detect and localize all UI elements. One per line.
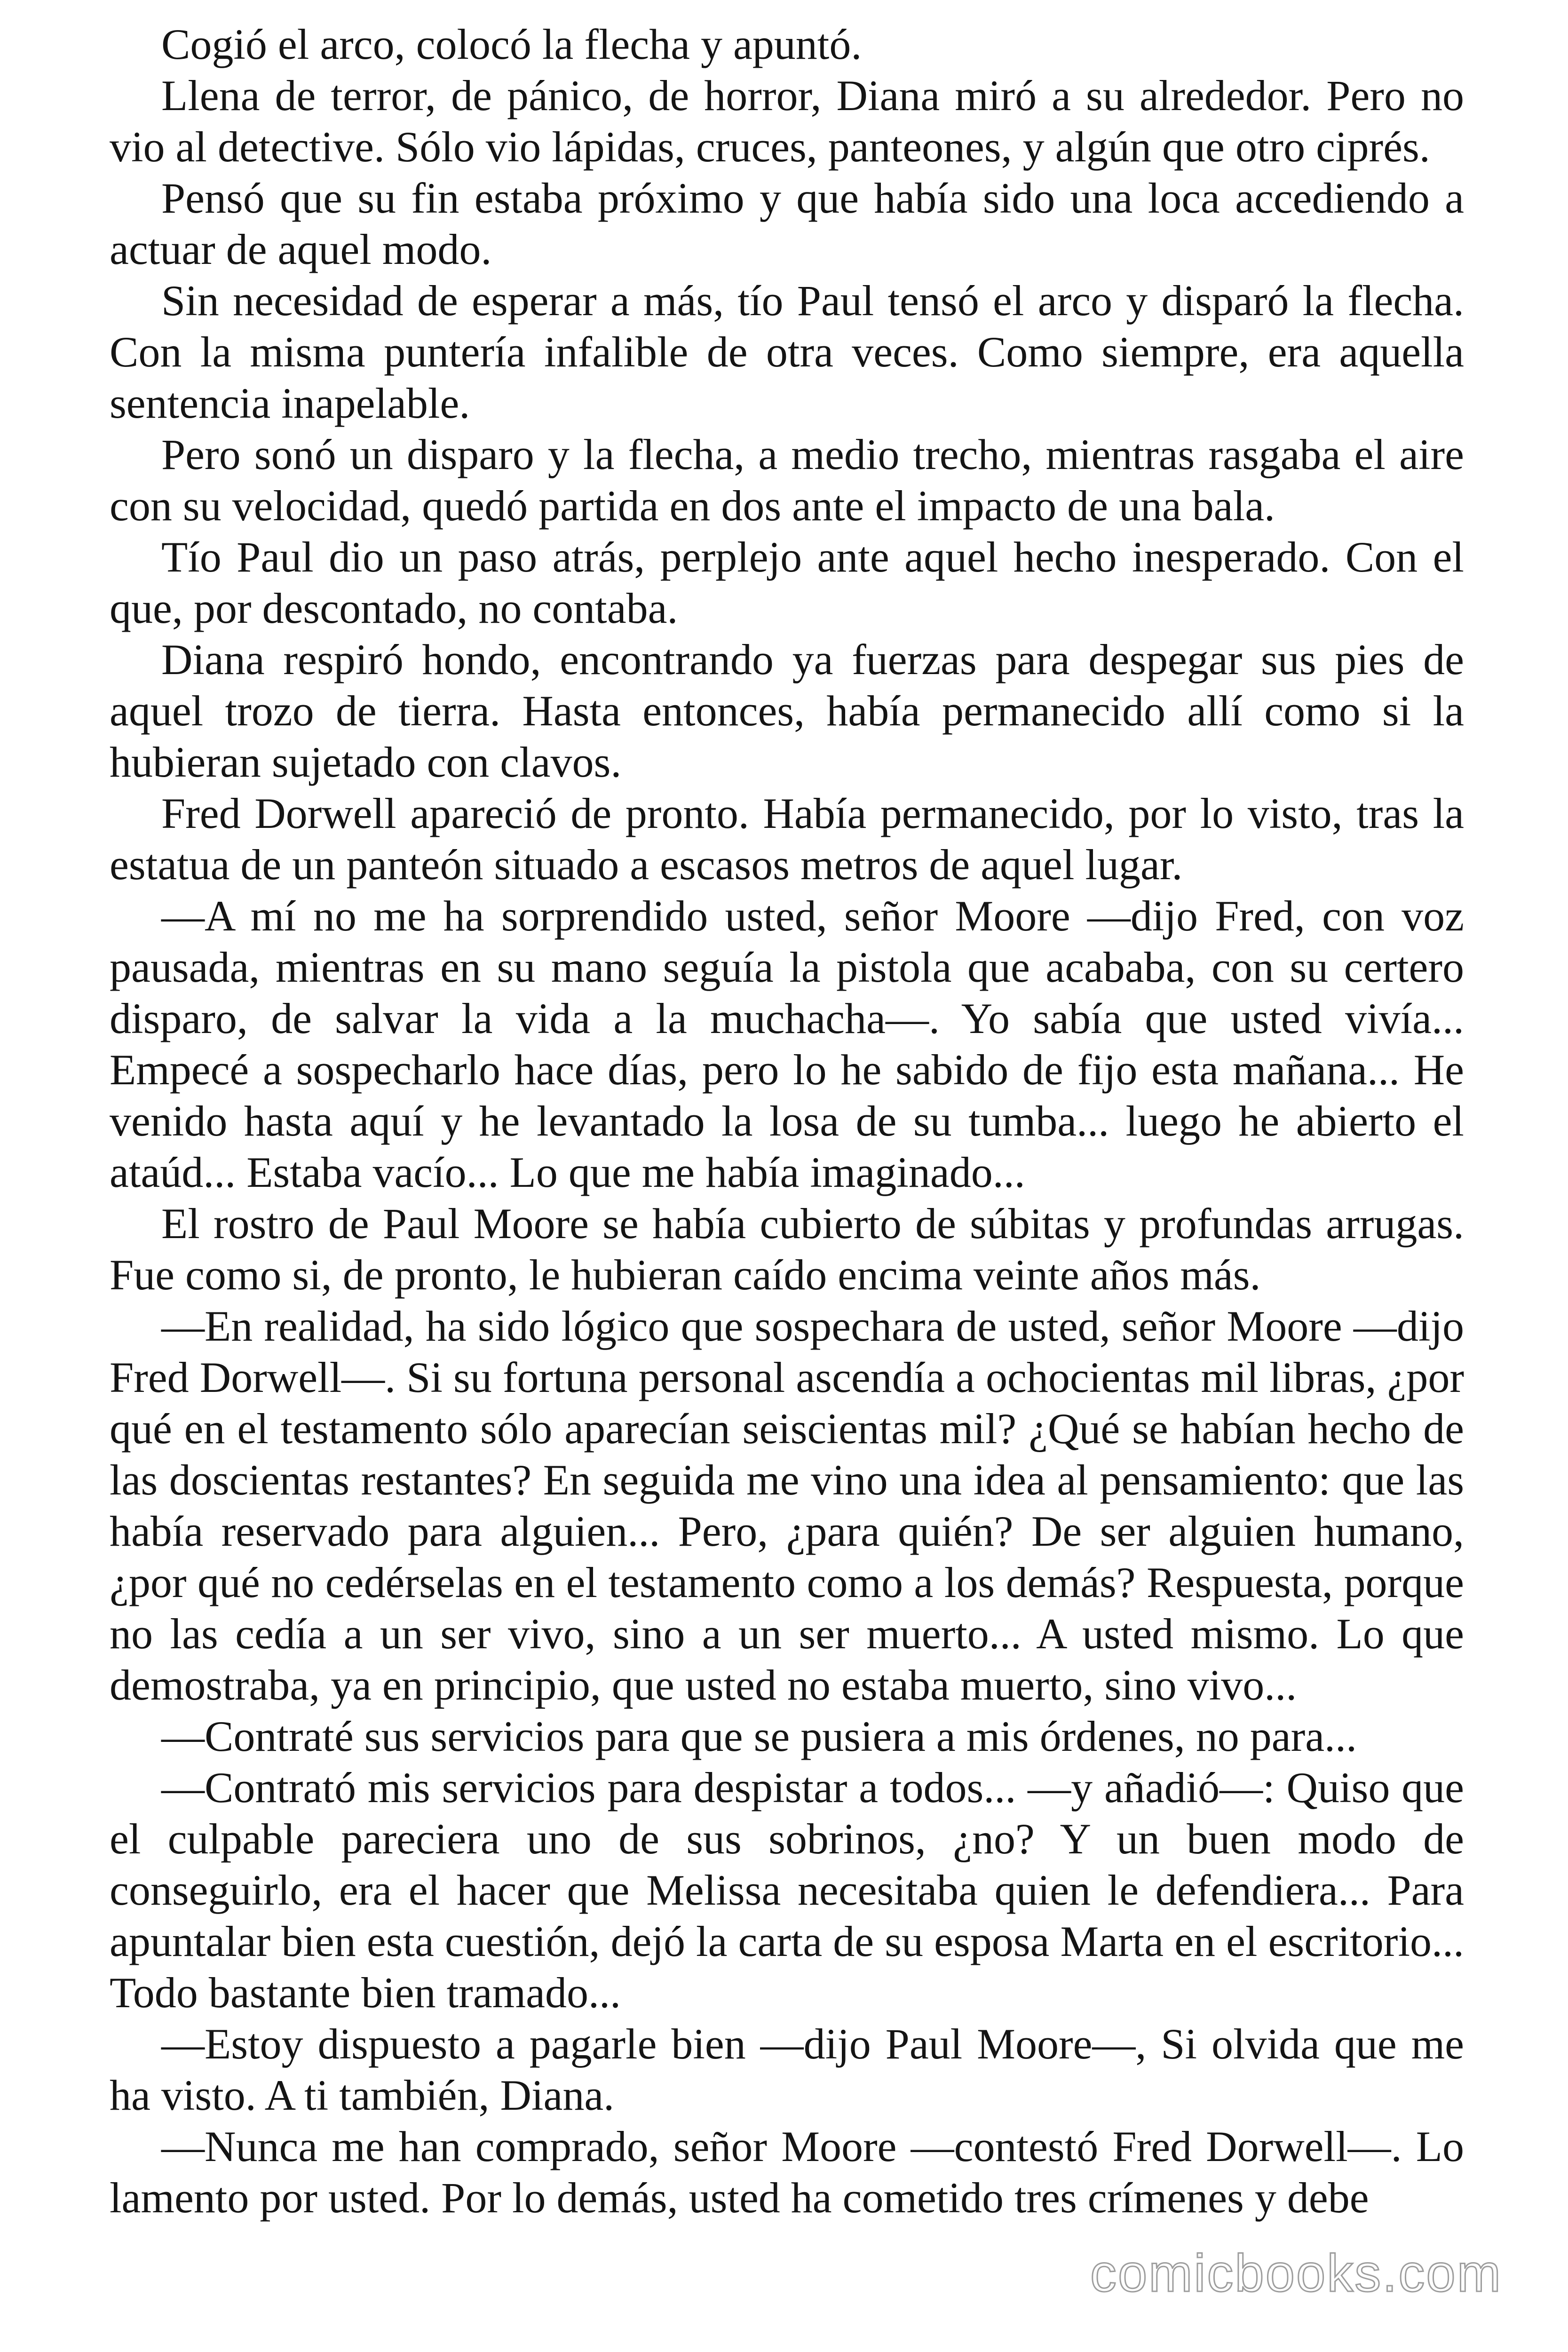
paragraph: —Nunca me han comprado, señor Moore —contestó Fred Dorwell—. Lo lamento por usted. Por lo demás, usted ha cometido tres crímenes y debe xyxy=(110,2122,1464,2222)
paragraph: —Contrató mis servicios para despistar a todos... —y añadió—: Quiso que el culpable pareciera uno de sus sobrinos, ¿no? Y un buen modo de conseguirlo, era el hacer que Melissa necesitaba quien le defendiera... Para apuntalar bien esta cuestión, dejó la carta de su esposa Marta en el escritorio... Todo bastante bien tramado... xyxy=(110,1764,1464,2017)
paragraph: Cogió el arco, colocó la flecha y apuntó. xyxy=(161,20,862,68)
watermark: comicbooks.com xyxy=(1090,2244,1502,2303)
paragraph: El rostro de Paul Moore se había cubierto de súbitas y profundas arrugas. Fue como si, de pronto, le hubieran caído encima veinte años más. xyxy=(110,1200,1464,1299)
paragraph: —En realidad, ha sido lógico que sospechara de usted, señor Moore —dijo Fred Dorwell—. Si su fortuna personal ascendía a ochocientas mil libras, ¿por qué en el testamento sólo aparecían seiscientas mil? ¿Qué se habían hecho de las doscientas restantes? En seguida me vino una idea al pensamiento: que las había reservado para alguien... Pero, ¿para quién? De ser alguien humano, ¿por qué no cedérselas en el testamento como a los demás? Respuesta, porque no las cedía a un ser vivo, sino a un ser muerto... A usted mismo. Lo que demostraba, ya en principio, que usted no estaba muerto, sino vivo... xyxy=(110,1302,1464,1709)
paragraph: Tío Paul dio un paso atrás, perplejo ante aquel hecho inesperado. Con el que, por descontado, no contaba. xyxy=(110,533,1464,632)
paragraph: —Contraté sus servicios para que se pusiera a mis órdenes, no para... xyxy=(161,1712,1357,1760)
paragraph: Diana respiró hondo, encontrando ya fuerzas para despegar sus pies de aquel trozo de tierra. Hasta entonces, había permanecido allí como si la hubieran sujetado con clavos. xyxy=(110,636,1464,786)
paragraph: —Estoy dispuesto a pagarle bien —dijo Paul Moore—, Si olvida que me ha visto. A ti también, Diana. xyxy=(110,2020,1464,2119)
paragraph: —A mí no me ha sorprendido usted, señor Moore —dijo Fred, con voz pausada, mientras en su mano seguía la pistola que acababa, con su certero disparo, de salvar la vida a la muchacha—. Yo sabía que usted vivía... Empecé a sospecharlo hace días, pero lo he sabido de fijo esta mañana... He venido hasta aquí y he levantado la losa de su tumba... luego he abierto el ataúd... Estaba vacío... Lo que me había imaginado... xyxy=(110,892,1464,1196)
paragraph: Fred Dorwell apareció de pronto. Había permanecido, por lo visto, tras la estatua de un panteón situado a escasos metros de aquel lugar. xyxy=(110,789,1464,889)
paragraph: Sin necesidad de esperar a más, tío Paul tensó el arco y disparó la flecha. Con la misma puntería infalible de otra veces. Como siempre, era aquella sentencia inapelable. xyxy=(110,277,1464,427)
paragraph: Pensó que su fin estaba próximo y que había sido una loca accediendo a actuar de aquel modo. xyxy=(110,174,1464,273)
page-body xyxy=(110,19,1464,2224)
paragraph: Llena de terror, de pánico, de horror, Diana miró a su alrededor. Pero no vio al detective. Sólo vio lápidas, cruces, panteones, y algún que otro ciprés. xyxy=(110,72,1464,171)
paragraph: Pero sonó un disparo y la flecha, a medio trecho, mientras rasgaba el aire con su velocidad, quedó partida en dos ante el impacto de una bala. xyxy=(110,430,1464,530)
